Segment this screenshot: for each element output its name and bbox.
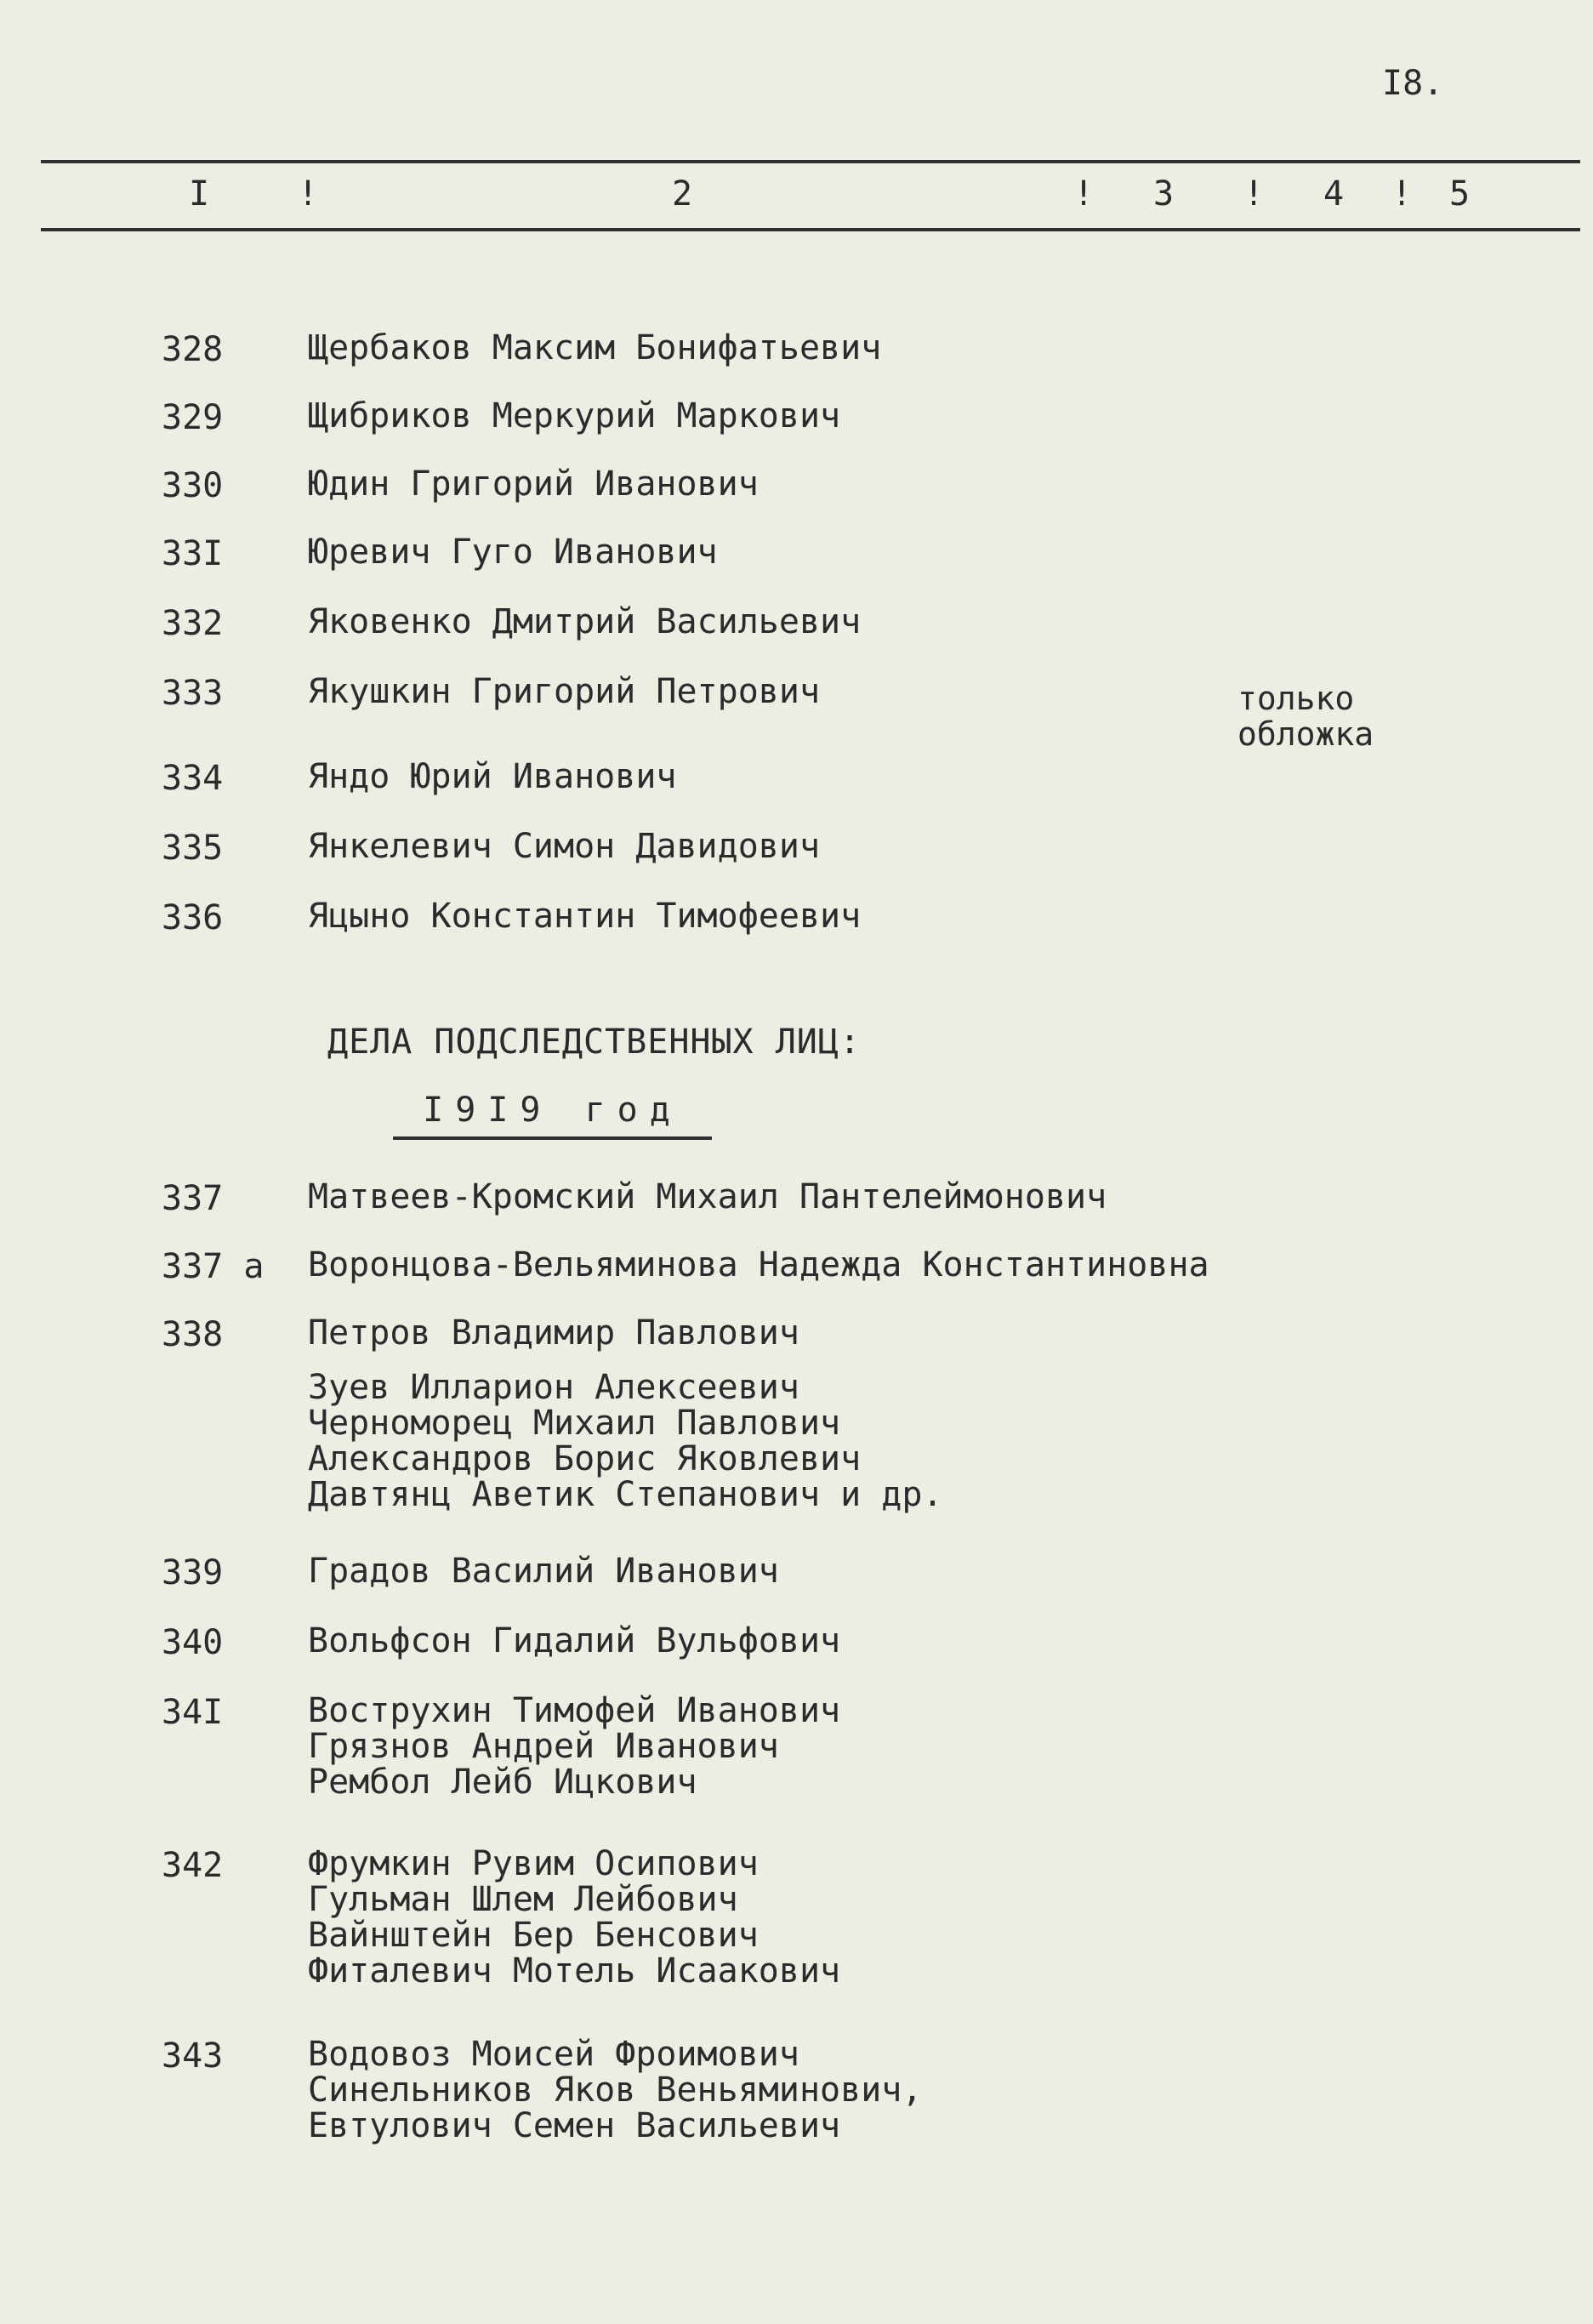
entry-number: 330: [162, 466, 224, 505]
column-header-3: 3: [1153, 174, 1175, 214]
entry-number: 329: [162, 398, 224, 437]
entry-note: [1237, 681, 1374, 752]
person-name: Фрумкин Рувим Осипович: [308, 1844, 759, 1883]
person-name: Щибриков Меркурий Маркович: [308, 396, 841, 436]
column-header-5: 5: [1449, 174, 1471, 214]
person-name: Водовоз Моисей Фроимович: [308, 2035, 799, 2074]
person-name: Воронцова-Вельяминова Надежда Константиновна: [308, 1245, 1209, 1284]
entry-number: 332: [162, 604, 224, 643]
person-name: Зуев Илларион Алексеевич: [308, 1368, 799, 1407]
person-name: Яковенко Дмитрий Васильевич: [308, 602, 862, 641]
section-year: I9I9 год: [393, 1091, 712, 1140]
column-header-sep-4: !: [1391, 174, 1413, 214]
header-bottom-rule: [41, 228, 1580, 231]
entry-number: 34I: [162, 1693, 224, 1732]
entry-number: 335: [162, 829, 224, 868]
person-name: Щербаков Максим Бонифатьевич: [308, 328, 882, 367]
person-name: Евтулович Семен Васильевич: [308, 2106, 841, 2145]
entry-number: 334: [162, 759, 224, 798]
person-name: Петров Владимир Павлович: [308, 1313, 799, 1353]
column-header-sep-3: !: [1243, 174, 1265, 214]
person-name: Вайнштейн Бер Бенсович: [308, 1916, 759, 1955]
person-name: Янкелевич Симон Давидович: [308, 827, 821, 866]
person-name: Вольфсон Гидалий Вульфович: [308, 1621, 841, 1660]
entry-number: 339: [162, 1553, 224, 1592]
page-number: I8.: [1382, 64, 1444, 103]
person-name: Юдин Григорий Иванович: [308, 464, 759, 504]
entry-number: 338: [162, 1315, 224, 1354]
header-top-rule: [41, 160, 1580, 163]
person-name: Рембол Лейб Ицкович: [308, 1763, 697, 1802]
section-heading: ДЕЛА ПОДСЛЕДСТВЕННЫХ ЛИЦ:: [327, 1022, 862, 1062]
entry-number: 328: [162, 330, 224, 369]
entry-number: 33I: [162, 534, 224, 573]
column-header-sep-1: !: [298, 174, 319, 214]
person-name: Гульман Шлем Лейбович: [308, 1880, 738, 1919]
note-line: обложка: [1237, 715, 1374, 753]
person-name: Фиталевич Мотель Исаакович: [308, 1951, 841, 1991]
entry-number: 337: [162, 1179, 224, 1218]
person-name: Градов Василий Иванович: [308, 1552, 779, 1591]
column-header-2: 2: [672, 174, 693, 214]
person-name: Давтянц Аветик Степанович и др.: [308, 1475, 943, 1514]
person-name: Яцыно Константин Тимофеевич: [308, 897, 862, 936]
note-line: только: [1237, 680, 1355, 717]
person-name: Александров Борис Яковлевич: [308, 1439, 862, 1478]
entry-number: 333: [162, 674, 224, 713]
person-name: Вострухин Тимофей Иванович: [308, 1691, 841, 1730]
entry-number: 340: [162, 1623, 224, 1662]
entry-number: 342: [162, 1846, 224, 1885]
person-name: Якушкин Григорий Петрович: [308, 672, 821, 711]
column-header-sep-2: !: [1073, 174, 1095, 214]
person-name: Грязнов Андрей Иванович: [308, 1727, 779, 1766]
person-name: Матвеев-Кромский Михаил Пантелеймонович: [308, 1177, 1107, 1216]
person-name: Яндо Юрий Иванович: [308, 757, 677, 796]
entry-number: 337 а: [162, 1247, 265, 1286]
column-header-4: 4: [1323, 174, 1345, 214]
person-name: Синельников Яков Веньяминович,: [308, 2071, 923, 2110]
person-name: Черноморец Михаил Павлович: [308, 1404, 841, 1443]
person-name: Юревич Гуго Иванович: [308, 533, 718, 572]
column-header-1: I: [189, 174, 210, 214]
entry-number: 336: [162, 898, 224, 937]
entry-number: 343: [162, 2036, 224, 2076]
